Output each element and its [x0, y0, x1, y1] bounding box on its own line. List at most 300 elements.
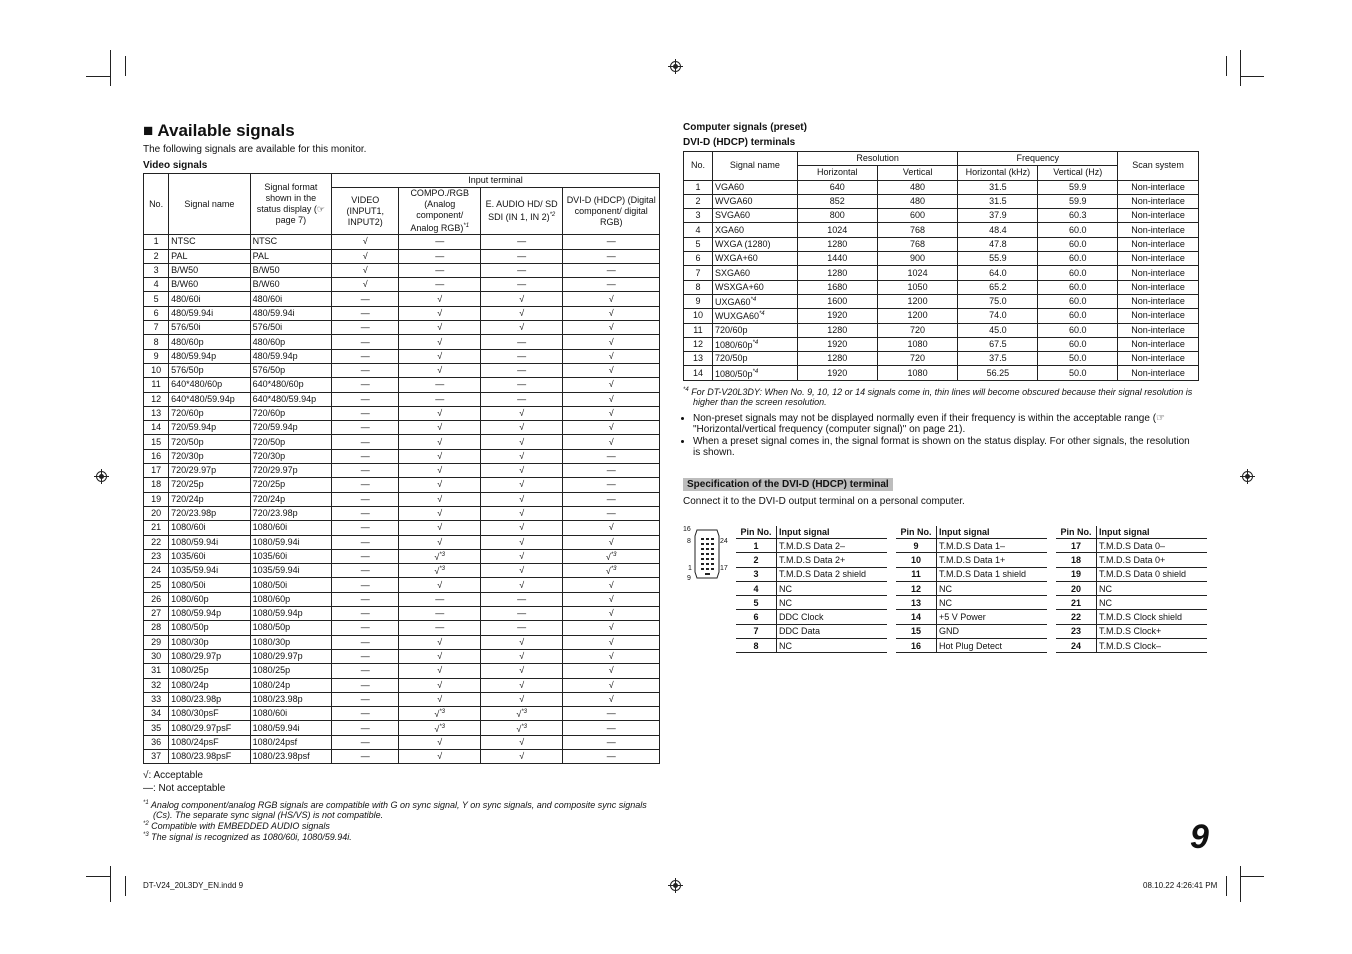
table-row: [144, 335, 660, 349]
cell-dvid: —: [563, 278, 660, 292]
cell-signal-name: $1080/60p^{*4}$: [712, 337, 797, 351]
cell-eaudio: √: [480, 321, 562, 335]
pin-label-9: 9: [687, 575, 691, 582]
header-dvid: DVI-D (HDCP) (Digital component/ digital RGB): [563, 188, 660, 235]
pin-signal: NC: [777, 596, 888, 610]
cell-compo: √: [399, 464, 480, 478]
cell-h-khz: 47.8: [958, 237, 1038, 251]
cell-v-hz: 60.0: [1038, 237, 1118, 251]
cell-video: —: [332, 592, 399, 606]
pc-header-h-khz: Horizontal (kHz): [958, 166, 1038, 180]
cell-scan: Non-interlace: [1118, 180, 1199, 194]
cell-signal-format: 720/60p: [250, 406, 331, 420]
cell-v-hz: 50.0: [1038, 366, 1118, 380]
cell-h-khz: 48.4: [958, 223, 1038, 237]
cell-signal-name: $1080/50p^{*4}$: [712, 366, 797, 380]
footnote: $^{*2}$ Compatible with EMBEDDED AUDIO signals: [143, 821, 330, 832]
cell-signal-format: 1080/60i: [250, 707, 331, 721]
cell-video: —: [332, 406, 399, 420]
cell-dvid: —: [563, 735, 660, 749]
cell-compo: √: [399, 492, 480, 506]
table-row: [144, 392, 660, 406]
cell-signal-format: 1080/30p: [250, 635, 331, 649]
cell-no: 12: [144, 392, 169, 406]
cell-vertical: 600: [877, 209, 958, 223]
pin-table: [896, 526, 1047, 653]
header-signal-name: Signal name: [169, 174, 250, 235]
cell-signal-name: 1080/60i: [169, 521, 250, 535]
cell-v-hz: 60.0: [1038, 309, 1118, 323]
table-row: [736, 567, 887, 581]
cell-video: √: [332, 235, 399, 249]
pin-number: 12: [896, 581, 937, 595]
cell-no: 36: [144, 735, 169, 749]
table-row: [896, 539, 1047, 553]
pin-label-8: 8: [687, 538, 691, 545]
cell-eaudio: √: [480, 464, 562, 478]
cell-no: 17: [144, 464, 169, 478]
table-row: [684, 209, 1199, 223]
pin-table-1-wrap: [736, 526, 887, 653]
crop-mark: [1226, 56, 1227, 76]
cell-dvid: √: [563, 349, 660, 363]
pin-label-16: 16: [683, 526, 691, 533]
cell-compo: √: [399, 435, 480, 449]
cell-no: 4: [684, 223, 713, 237]
table-row: [144, 349, 660, 363]
cell-video: —: [332, 578, 399, 592]
cell-signal-name: 1080/24p: [169, 678, 250, 692]
cell-signal-name: 1080/59.94p: [169, 607, 250, 621]
cell-compo: —: [399, 607, 480, 621]
table-row: [684, 337, 1199, 351]
cell-no: 20: [144, 506, 169, 520]
pc-header-vertical: Vertical: [877, 166, 958, 180]
cell-vertical: 1080: [877, 337, 958, 351]
cell-eaudio: √$^{*3}$: [480, 707, 562, 721]
table-row: [684, 223, 1199, 237]
table-row: [144, 749, 660, 763]
pc-header-horizontal: Horizontal: [797, 166, 877, 180]
cell-dvid: √: [563, 578, 660, 592]
pin-signal: T.M.D.S Data 1 shield: [937, 567, 1048, 581]
cell-no: 9: [144, 349, 169, 363]
cell-no: 3: [144, 263, 169, 277]
pin-header-no: Pin No.: [896, 526, 937, 539]
right-column: [683, 122, 1203, 507]
footer-filename: DT-V24_20L3DY_EN.indd 9: [143, 881, 244, 890]
cell-no: 12: [684, 337, 713, 351]
cell-signal-format: 480/59.94p: [250, 349, 331, 363]
cell-eaudio: √: [480, 635, 562, 649]
table-row: [144, 378, 660, 392]
crop-mark: [110, 50, 111, 86]
pin-signal: DDC Clock: [777, 610, 888, 624]
cell-signal-name: WSXGA+60: [712, 280, 797, 294]
cell-eaudio: √: [480, 306, 562, 320]
cell-compo: √: [399, 649, 480, 663]
table-row: [684, 309, 1199, 323]
cell-video: —: [332, 335, 399, 349]
header-compo: COMPO./RGB (Analog component/ Analog RGB)$^{*1}$: [399, 188, 480, 235]
cell-signal-name: 1080/25p: [169, 664, 250, 678]
video-signals-label: Video signals: [143, 160, 208, 171]
cell-signal-name: 576/50p: [169, 363, 250, 377]
cell-signal-name: XGA60: [712, 223, 797, 237]
cell-no: 3: [684, 209, 713, 223]
cell-horizontal: 1024: [797, 223, 877, 237]
cell-compo: √$^{*3}$: [399, 549, 480, 563]
cell-v-hz: 60.3: [1038, 209, 1118, 223]
cell-no: 27: [144, 607, 169, 621]
cell-signal-name: SVGA60: [712, 209, 797, 223]
cell-no: 11: [684, 323, 713, 337]
cell-vertical: 480: [877, 180, 958, 194]
cell-dvid: —: [563, 749, 660, 763]
cell-signal-name: 1080/30psF: [169, 707, 250, 721]
table-row: [144, 535, 660, 549]
cell-dvid: √: [563, 321, 660, 335]
cell-signal-format: 1080/23.98p: [250, 692, 331, 706]
cell-no: 15: [144, 435, 169, 449]
cell-compo: √: [399, 521, 480, 535]
pin-header-signal: Input signal: [1097, 526, 1208, 539]
cell-compo: √: [399, 292, 480, 306]
cell-video: —: [332, 621, 399, 635]
pin-signal: T.M.D.S Data 2 shield: [777, 567, 888, 581]
pin-signal: GND: [937, 624, 1048, 638]
cell-signal-name: 720/30p: [169, 449, 250, 463]
cell-no: 37: [144, 749, 169, 763]
cell-signal-format: 1080/59.94i: [250, 535, 331, 549]
cell-no: 10: [684, 309, 713, 323]
cell-signal-format: 576/50i: [250, 321, 331, 335]
table-row: [684, 194, 1199, 208]
cell-video: —: [332, 306, 399, 320]
table-row: [144, 549, 660, 563]
cell-video: —: [332, 449, 399, 463]
table-row: [684, 352, 1199, 366]
cell-no: 13: [144, 406, 169, 420]
cell-compo: √: [399, 349, 480, 363]
cell-signal-name: 720/60p: [712, 323, 797, 337]
pin-signal: T.M.D.S Clock+: [1097, 624, 1208, 638]
table-row: [144, 464, 660, 478]
table-row: [144, 664, 660, 678]
cell-compo: √: [399, 421, 480, 435]
page-title: ■ Available signals: [143, 121, 295, 140]
intro-text: The following signals are available for this monitor.: [143, 144, 367, 155]
cell-video: —: [332, 721, 399, 735]
cell-scan: Non-interlace: [1118, 323, 1199, 337]
cell-no: 35: [144, 721, 169, 735]
pin-number: 7: [736, 624, 777, 638]
cell-video: —: [332, 392, 399, 406]
table-row: [144, 235, 660, 249]
cell-dvid: √: [563, 592, 660, 606]
cell-vertical: 1200: [877, 294, 958, 308]
cell-video: —: [332, 564, 399, 578]
cell-signal-format: 1035/59.94i: [250, 564, 331, 578]
table-row: [144, 249, 660, 263]
cell-dvid: —: [563, 721, 660, 735]
legend-acceptable: √: Acceptable: [143, 770, 203, 782]
cell-dvid: —: [563, 506, 660, 520]
cell-h-khz: 45.0: [958, 323, 1038, 337]
header-signal-format: Signal format shown in the status display (☞ page 7): [250, 174, 331, 235]
pin-number: 18: [1056, 553, 1097, 567]
cell-h-khz: 31.5: [958, 194, 1038, 208]
cell-v-hz: 60.0: [1038, 337, 1118, 351]
pc-header-signal-name: Signal name: [712, 152, 797, 181]
cell-no: 8: [144, 335, 169, 349]
pin-table-2-wrap: [896, 526, 1047, 653]
cell-signal-name: UXGA60$^{*4}$: [712, 294, 797, 308]
cell-no: 11: [144, 378, 169, 392]
table-row: [736, 581, 887, 595]
table-row: [896, 567, 1047, 581]
cell-signal-name: 1080/24psF: [169, 735, 250, 749]
pin-number: 21: [1056, 596, 1097, 610]
cell-signal-format: 576/50p: [250, 363, 331, 377]
pin-number: 11: [896, 567, 937, 581]
table-row: [144, 578, 660, 592]
cell-dvid: —: [563, 249, 660, 263]
video-signals-table: [143, 173, 660, 764]
footer-timestamp: 08.10.22 4:26:41 PM: [1143, 881, 1218, 890]
computer-signals-label: Computer signals (preset): [683, 122, 807, 133]
pin-signal: DDC Data: [777, 624, 888, 638]
cell-signal-name: 1080/59.94i: [169, 535, 250, 549]
cell-eaudio: √: [480, 406, 562, 420]
cell-compo: —: [399, 249, 480, 263]
cell-no: 7: [684, 266, 713, 280]
pin-number: 20: [1056, 581, 1097, 595]
cell-no: 32: [144, 678, 169, 692]
cell-compo: √: [399, 664, 480, 678]
cell-signal-name: 1080/23.98p: [169, 692, 250, 706]
cell-no: 6: [684, 252, 713, 266]
cell-video: —: [332, 735, 399, 749]
cell-no: 1: [684, 180, 713, 194]
cell-scan: Non-interlace: [1118, 294, 1199, 308]
pin-label-1: 1: [688, 565, 692, 572]
cell-signal-name: 1080/50i: [169, 578, 250, 592]
cell-v-hz: 60.0: [1038, 223, 1118, 237]
cell-eaudio: √: [480, 478, 562, 492]
cell-dvid: √: [563, 607, 660, 621]
cell-h-khz: 55.9: [958, 252, 1038, 266]
pin-number: 24: [1056, 639, 1097, 653]
cell-compo: —: [399, 235, 480, 249]
table-row: [144, 306, 660, 320]
pin-number: 3: [736, 567, 777, 581]
cell-horizontal: 1920: [797, 366, 877, 380]
cell-no: 24: [144, 564, 169, 578]
table-row: [736, 624, 887, 638]
cell-compo: √: [399, 449, 480, 463]
cell-dvid: √: [563, 635, 660, 649]
cell-no: 21: [144, 521, 169, 535]
cell-dvid: √: [563, 521, 660, 535]
cell-video: —: [332, 649, 399, 663]
cell-video: —: [332, 464, 399, 478]
cell-compo: √: [399, 635, 480, 649]
pin-number: 14: [896, 610, 937, 624]
footnotes: [143, 800, 663, 842]
cell-no: 34: [144, 707, 169, 721]
table-row: [684, 180, 1199, 194]
table-row: [896, 553, 1047, 567]
cell-no: 16: [144, 449, 169, 463]
table-row: [144, 692, 660, 706]
pin-number: 8: [736, 639, 777, 653]
cell-signal-name: WXGA+60: [712, 252, 797, 266]
cell-eaudio: √: [480, 692, 562, 706]
pc-header-frequency: Frequency: [958, 152, 1118, 166]
cell-scan: Non-interlace: [1118, 209, 1199, 223]
cell-video: —: [332, 492, 399, 506]
cell-vertical: 720: [877, 323, 958, 337]
cell-eaudio: —: [480, 621, 562, 635]
cell-video: —: [332, 421, 399, 435]
pin-header-no: Pin No.: [1056, 526, 1097, 539]
table-row: [144, 406, 660, 420]
table-row: [144, 263, 660, 277]
cell-signal-format: PAL: [250, 249, 331, 263]
note-item: • Non-preset signals may not be displayed normally even if their frequency is within the acceptable range (☞ "Horizontal/vertical frequency (computer signal)" on page 21).: [693, 413, 1193, 435]
cell-signal-name: WUXGA60$^{*4}$: [712, 309, 797, 323]
cell-no: 14: [684, 366, 713, 380]
cell-scan: Non-interlace: [1118, 337, 1199, 351]
cell-vertical: 1024: [877, 266, 958, 280]
cell-compo: √: [399, 749, 480, 763]
cell-signal-format: 720/59.94p: [250, 421, 331, 435]
cell-signal-format: 720/24p: [250, 492, 331, 506]
pin-label-17: 17: [720, 565, 728, 572]
pin-signal: NC: [1097, 581, 1208, 595]
cell-vertical: 768: [877, 237, 958, 251]
cell-v-hz: 60.0: [1038, 294, 1118, 308]
cell-eaudio: √: [480, 749, 562, 763]
registration-mark: [670, 61, 681, 72]
table-row: [896, 581, 1047, 595]
table-row: [144, 435, 660, 449]
pin-signal: T.M.D.S Data 2+: [777, 553, 888, 567]
cell-signal-format: 1080/60i: [250, 521, 331, 535]
pin-header-signal: Input signal: [937, 526, 1048, 539]
cell-vertical: 1050: [877, 280, 958, 294]
cell-signal-format: 480/60i: [250, 292, 331, 306]
cell-eaudio: —: [480, 592, 562, 606]
cell-dvid: √: [563, 421, 660, 435]
cell-signal-name: 1080/23.98psF: [169, 749, 250, 763]
cell-no: 33: [144, 692, 169, 706]
cell-compo: —: [399, 592, 480, 606]
cell-eaudio: √: [480, 735, 562, 749]
pin-signal: +5 V Power: [937, 610, 1048, 624]
cell-signal-name: 1080/29.97p: [169, 649, 250, 663]
cell-dvid: —: [563, 492, 660, 506]
cell-eaudio: —: [480, 349, 562, 363]
cell-signal-format: 720/30p: [250, 449, 331, 463]
table-row: [144, 321, 660, 335]
table-row: [144, 607, 660, 621]
cell-dvid: √: [563, 292, 660, 306]
cell-eaudio: √: [480, 664, 562, 678]
table-row: [144, 521, 660, 535]
crop-mark: [86, 76, 110, 77]
cell-h-khz: 74.0: [958, 309, 1038, 323]
cell-v-hz: 60.0: [1038, 252, 1118, 266]
cell-dvid: √: [563, 378, 660, 392]
table-row: [896, 639, 1047, 653]
cell-compo: √: [399, 735, 480, 749]
cell-dvid: —: [563, 707, 660, 721]
pin-number: 16: [896, 639, 937, 653]
cell-eaudio: √: [480, 549, 562, 563]
cell-no: 25: [144, 578, 169, 592]
cell-video: —: [332, 349, 399, 363]
cell-video: —: [332, 321, 399, 335]
table-row: [144, 506, 660, 520]
cell-horizontal: 852: [797, 194, 877, 208]
table-row: [684, 237, 1199, 251]
cell-eaudio: √: [480, 435, 562, 449]
cell-dvid: √: [563, 678, 660, 692]
pin-signal: T.M.D.S Data 0 shield: [1097, 567, 1208, 581]
cell-v-hz: 60.0: [1038, 266, 1118, 280]
cell-eaudio: √: [480, 492, 562, 506]
cell-horizontal: 640: [797, 180, 877, 194]
table-row: [144, 278, 660, 292]
cell-compo: √$^{*3}$: [399, 707, 480, 721]
table-row: [144, 592, 660, 606]
cell-vertical: 1080: [877, 366, 958, 380]
header-input-terminal: Input terminal: [332, 174, 660, 188]
pin-signal: NC: [777, 639, 888, 653]
cell-eaudio: √: [480, 678, 562, 692]
cell-dvid: √: [563, 621, 660, 635]
pin-number: 22: [1056, 610, 1097, 624]
table-row: [144, 707, 660, 721]
cell-scan: Non-interlace: [1118, 280, 1199, 294]
cell-signal-format: 1080/60p: [250, 592, 331, 606]
table-row: [1056, 581, 1207, 595]
cell-signal-name: 720/23.98p: [169, 506, 250, 520]
cell-signal-name: VGA60: [712, 180, 797, 194]
cell-no: 18: [144, 478, 169, 492]
pin-signal: T.M.D.S Data 1–: [937, 539, 1048, 553]
cell-signal-name: 720/24p: [169, 492, 250, 506]
cell-no: 8: [684, 280, 713, 294]
cell-dvid: √: [563, 306, 660, 320]
cell-compo: —: [399, 392, 480, 406]
cell-scan: Non-interlace: [1118, 194, 1199, 208]
cell-eaudio: √: [480, 649, 562, 663]
cell-dvid: —: [563, 235, 660, 249]
pin-table: [736, 526, 887, 653]
cell-h-khz: 56.25: [958, 366, 1038, 380]
cell-vertical: 1200: [877, 309, 958, 323]
cell-signal-format: 1080/29.97p: [250, 649, 331, 663]
cell-scan: Non-interlace: [1118, 309, 1199, 323]
cell-signal-format: 1080/59.94i: [250, 721, 331, 735]
crop-mark: [1240, 876, 1264, 877]
cell-eaudio: —: [480, 607, 562, 621]
cell-no: 4: [144, 278, 169, 292]
cell-no: 9: [684, 294, 713, 308]
